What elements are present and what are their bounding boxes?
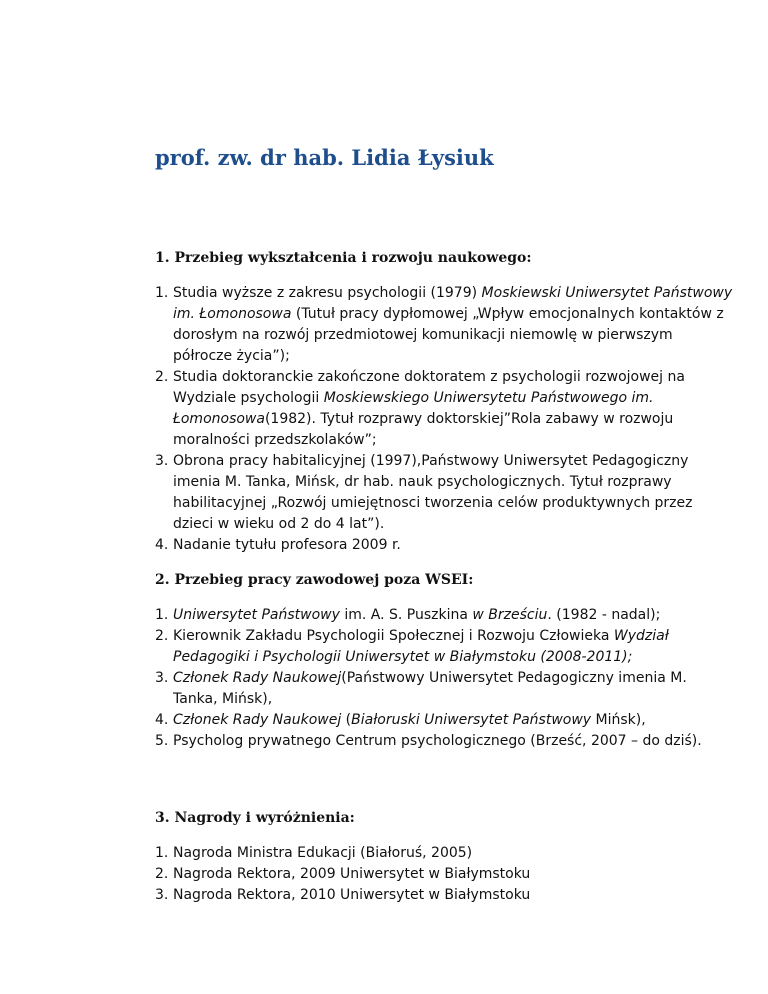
item-text: Nagroda Rektora, 2010 Uniwersytet w Białymstoku bbox=[173, 887, 531, 903]
item-text: (Państwowy Uniwersytet Pedagogiczny imenia M. Tanka, Mińsk), bbox=[173, 670, 687, 707]
item-text: Studia wyższe z zakresu psychologii (1979) bbox=[173, 285, 482, 301]
list-item-number: 1. bbox=[155, 845, 169, 861]
list-item bbox=[155, 451, 735, 535]
list-item-number: 3. bbox=[155, 453, 169, 469]
career-list bbox=[155, 605, 735, 752]
italic-text: Moskiewski Uniwersytet Państwowy im. Łomonosowa bbox=[173, 285, 733, 322]
item-text: . (1982 - nadal); bbox=[547, 607, 661, 623]
italic-text: Białoruski Uniwersytet Państwowy bbox=[351, 712, 592, 728]
italic-text: Uniwersytet Państwowy bbox=[173, 607, 340, 623]
section-heading: 3. Nagrody i wyróżnienia: bbox=[155, 810, 355, 826]
list-item bbox=[155, 367, 735, 451]
list-item bbox=[155, 843, 735, 864]
list-item-number: 3. bbox=[155, 887, 169, 903]
italic-text: Członek Rady Naukowej bbox=[173, 670, 342, 686]
list-item bbox=[155, 626, 735, 668]
list-item-number: 1. bbox=[155, 285, 169, 301]
list-item bbox=[155, 283, 735, 367]
list-item-number: 2. bbox=[155, 866, 169, 882]
item-text: (1982). Tytuł rozprawy doktorskiej”Rola zabawy w rozwoju moralności przedszkolaków”; bbox=[173, 411, 674, 448]
italic-text: w Brześciu bbox=[472, 607, 548, 623]
item-text: Psycholog prywatnego Centrum psychologicznego (Brześć, 2007 – do dziś). bbox=[173, 733, 702, 749]
list-item bbox=[155, 605, 735, 626]
item-text: Nadanie tytułu profesora 2009 r. bbox=[173, 537, 401, 553]
item-text: Kierownik Zakładu Psychologii Społecznej i Rozwoju Człowieka bbox=[173, 628, 614, 644]
italic-text: Moskiewskiego Uniwersytetu Państwowego im. Łomonosowa bbox=[173, 390, 654, 427]
page-title: prof. zw. dr hab. Lidia Łysiuk bbox=[155, 145, 494, 170]
list-item bbox=[155, 535, 735, 556]
item-text: Nagroda Rektora, 2009 Uniwersytet w Białymstoku bbox=[173, 866, 531, 882]
item-text: Nagroda Ministra Edukacji (Białoruś, 2005) bbox=[173, 845, 473, 861]
item-text: Studia doktoranckie zakończone doktoratem z psychologii rozwojowej na Wydziale psychologii bbox=[173, 369, 685, 406]
list-item-number: 4. bbox=[155, 537, 169, 553]
item-text: Obrona pracy habitalicyjnej (1997),Państwowy Uniwersytet Pedagogiczny imenia M. Tanka, Mińsk, dr hab. nauk psychologicznych. Tytuł rozprawy habilitacyjnej „Rozwój umiejętnosci tworzenia celów produktywnych przez dzieci w wieku od 2 do 4 lat”). bbox=[173, 453, 693, 532]
italic-text: Członek Rady Naukowej bbox=[173, 712, 342, 728]
italic-text: Wydział Pedagogiki i Psychologii Uniwersytet w Białymstoku (2008-2011); bbox=[173, 628, 669, 665]
list-item-number: 5. bbox=[155, 733, 169, 749]
item-text: Mińsk), bbox=[591, 712, 646, 728]
education-list bbox=[155, 283, 735, 556]
section-heading: 1. Przebieg wykształcenia i rozwoju naukowego: bbox=[155, 250, 532, 266]
list-item-number: 2. bbox=[155, 369, 169, 385]
list-item bbox=[155, 731, 735, 752]
section-education bbox=[155, 248, 735, 556]
item-text: ( bbox=[341, 712, 352, 728]
awards-list bbox=[155, 843, 735, 906]
list-item-number: 4. bbox=[155, 712, 169, 728]
list-item-number: 2. bbox=[155, 628, 169, 644]
list-item bbox=[155, 864, 735, 885]
section-heading: 2. Przebieg pracy zawodowej poza WSEI: bbox=[155, 572, 474, 588]
item-text: im. A. S. Puszkina bbox=[339, 607, 473, 623]
section-career bbox=[155, 570, 735, 752]
list-item bbox=[155, 710, 735, 731]
list-item bbox=[155, 885, 735, 906]
item-text: (Tutuł pracy dypłomowej „Wpływ emocjonalnych kontaktów z dorosłym na rozwój przedmiotowej komunikacji niemowlę w pierwszym półrocze życia”); bbox=[173, 306, 724, 364]
section-awards bbox=[155, 808, 735, 906]
list-item-number: 3. bbox=[155, 670, 169, 686]
list-item bbox=[155, 668, 735, 710]
list-item-number: 1. bbox=[155, 607, 169, 623]
